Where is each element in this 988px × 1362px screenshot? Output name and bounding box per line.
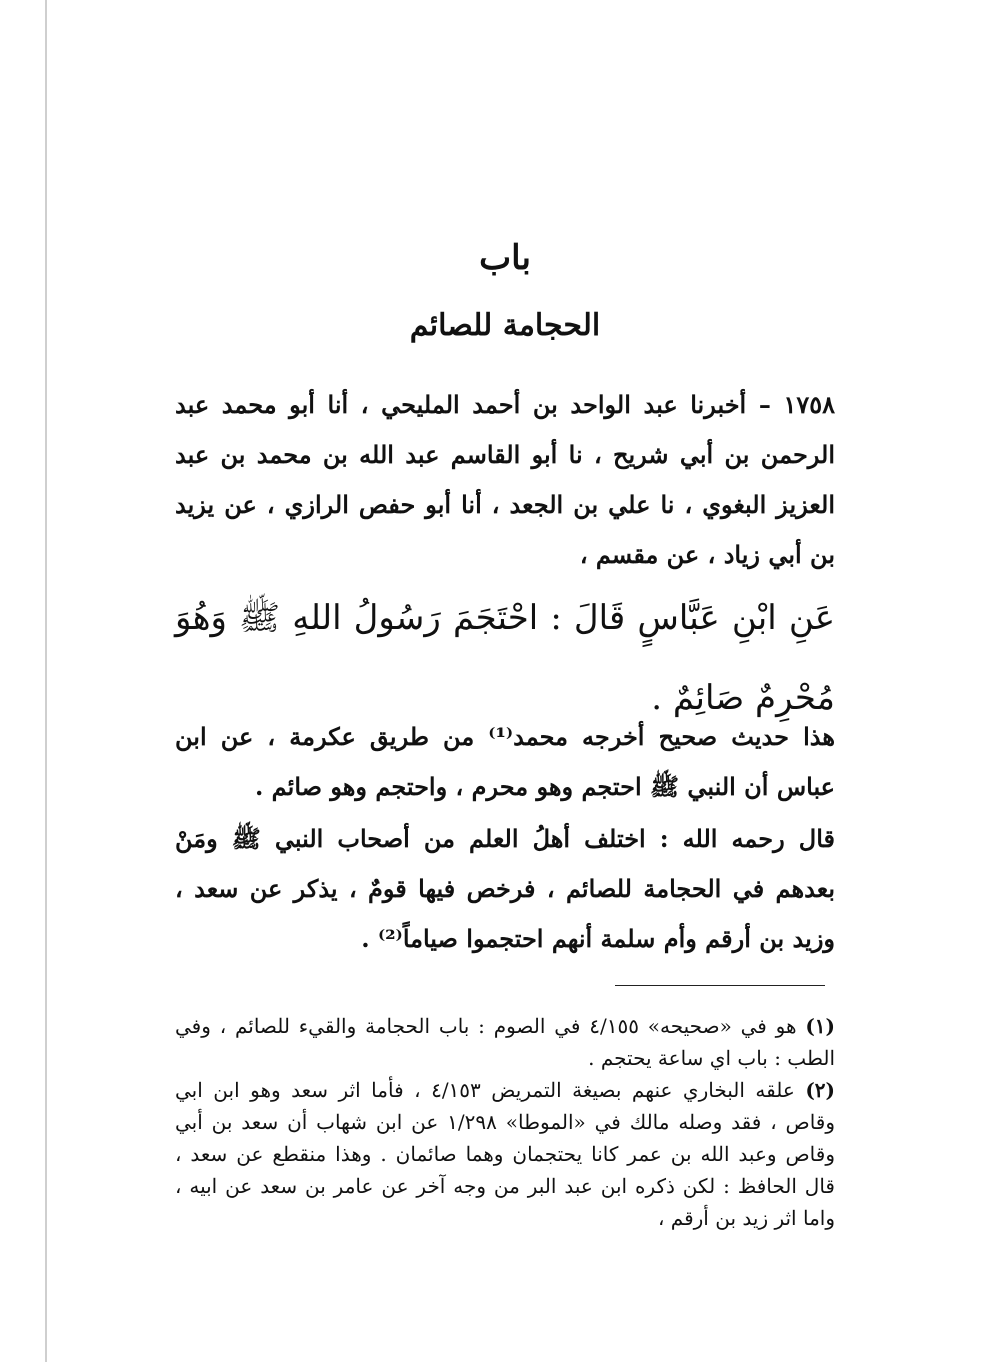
hadith-isnad: أخبرنا عبد الواحد بن أحمد المليحي ، أنا أبو محمد عبد الرحمن بن أبي شريح ، نا أبو القاسم عبد الله بن محمد بن عبد العزيز البغوي ، نا علي بن الجعد ، أنا أبو حفص الرازي ، عن يزيد بن أبي زياد ، عن مقسم ،: [175, 390, 835, 569]
hadith-number: ١٧٥٨ –: [758, 390, 836, 419]
chapter-title: الحجامة للصائم: [409, 308, 601, 343]
hadith-isnad-paragraph: [175, 380, 835, 580]
footnote-1: [175, 1010, 835, 1074]
author-commentary: قال رحمه الله : اختلف أهلُ العلم من أصحاب النبي ﷺ ومَنْ بعدهم في الحجامة للصائم ، فرخص فيها قومٌ ، يذكر عن سعد ، وزيد بن أرقم وأم سلمة أنهم احتجموا صياماً⁽²⁾ .: [175, 824, 835, 953]
page-gutter-line: [45, 0, 47, 1362]
footnote-2: [175, 1074, 835, 1234]
hadith-matn: عَنِ ابْنِ عَبَّاسٍ قَالَ : احْتَجَمَ رَسُولُ اللهِ ﷺ وَهُوَ مُحْرِمٌ صَائِمٌ .: [175, 598, 835, 718]
chapter-heading: باب: [479, 238, 531, 278]
footnote-number: (١): [805, 1014, 836, 1038]
footnote-text: هو في «صحيحه» ٤/١٥٥ في الصوم : باب الحجامة والقيء للصائم ، وفي الطب : باب اي ساعة يحتجم .: [175, 1014, 835, 1070]
footnote-text: علقه البخاري عنهم بصيغة التمريض ٤/١٥٣ ، فأما اثر سعد وهو ابن ابي وقاص ، فقد وصله مالك في «الموطا» ١/٢٩٨ عن ابن شهاب أن سعد بن أبي وقاص وعبد الله بن عمر كانا يحتجمان وهما صائمان . وهذا منقطع عن سعد ، قال الحافظ : لكن ذكره ابن عبد البر من وجه آخر عن عامر بن سعد عن ابيه ، واما اثر زيد بن أرقم ،: [175, 1078, 836, 1230]
footnote-separator: [615, 985, 825, 986]
hadith-takhrij: هذا حديث صحيح أخرجه محمد⁽¹⁾ من طريق عكرمة ، عن ابن عباس أن النبي ﷺ احتجم وهو محرم ، واحتجم وهو صائم .: [175, 722, 835, 801]
footnote-number: (٢): [805, 1078, 835, 1102]
